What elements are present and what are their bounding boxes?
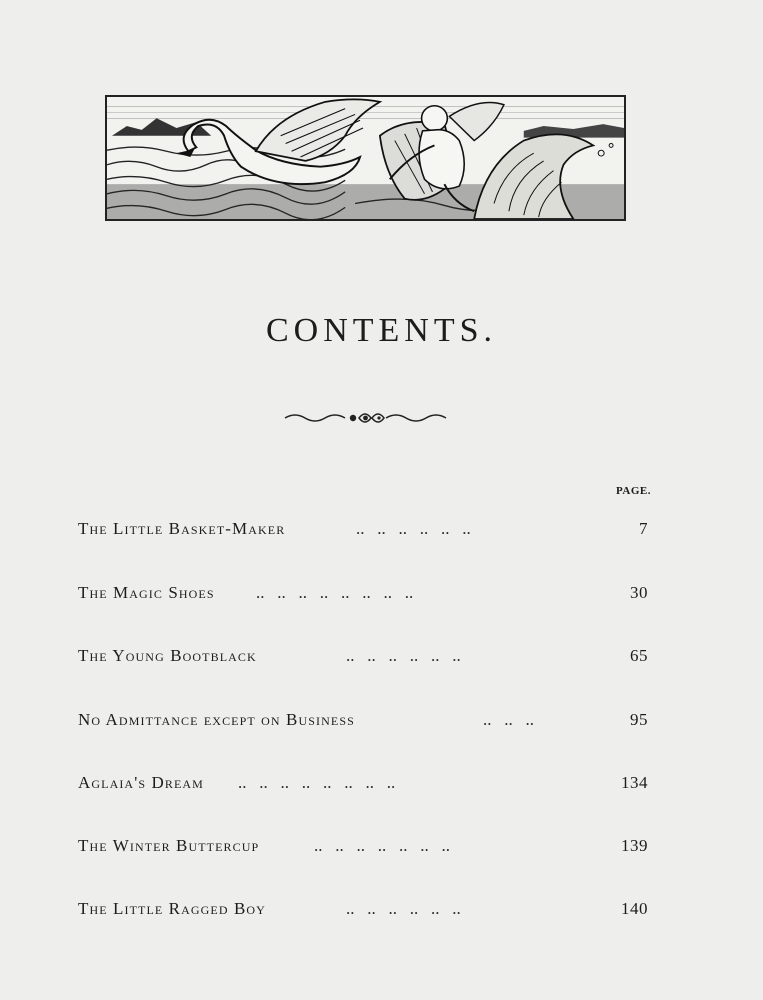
toc-entry-leader: .. .. .. .. .. ..: [356, 519, 471, 538]
toc-entry-title: The Little Ragged Boy: [78, 899, 266, 918]
toc-entry-page: 30: [630, 583, 648, 602]
toc-entry[interactable]: [78, 833, 648, 859]
toc-entry-page: 139: [621, 836, 648, 855]
toc-entry-page: 95: [630, 710, 648, 729]
toc-entry-leader: .. .. .. .. .. .. ..: [314, 836, 450, 855]
toc-entry[interactable]: [78, 516, 648, 542]
toc-entry-leader: .. .. .. .. .. .. .. ..: [256, 583, 414, 602]
toc-entry-title: The Magic Shoes: [78, 583, 215, 602]
toc-entry-leader: .. .. .. .. .. .. .. ..: [238, 773, 396, 792]
page-column-label: PAGE.: [616, 485, 651, 497]
toc-entry-page: 134: [621, 773, 648, 792]
toc-entry-page: 65: [630, 646, 648, 665]
toc-entry-leader: .. .. ..: [483, 710, 534, 729]
toc-entry[interactable]: [78, 580, 648, 606]
toc-entry-title: The Young Bootblack: [78, 646, 257, 665]
page-title: CONTENTS.: [265, 312, 498, 349]
toc-entry-title: The Winter Buttercup: [78, 836, 260, 855]
toc-entry-page: 7: [639, 519, 648, 538]
toc-entry[interactable]: [78, 770, 648, 796]
toc-entry-leader: .. .. .. .. .. ..: [346, 646, 461, 665]
toc-entry-leader: .. .. .. .. .. ..: [346, 899, 461, 918]
toc-entry[interactable]: [78, 896, 648, 922]
toc-entry-title: The Little Basket-Maker: [78, 519, 286, 538]
toc-entry-title: Aglaia's Dream: [78, 773, 204, 792]
toc-entry[interactable]: [78, 707, 648, 733]
toc-entry[interactable]: [78, 643, 648, 669]
toc-entry-page: 140: [621, 899, 648, 918]
toc-entry-title: No Admittance except on Business: [78, 710, 355, 729]
